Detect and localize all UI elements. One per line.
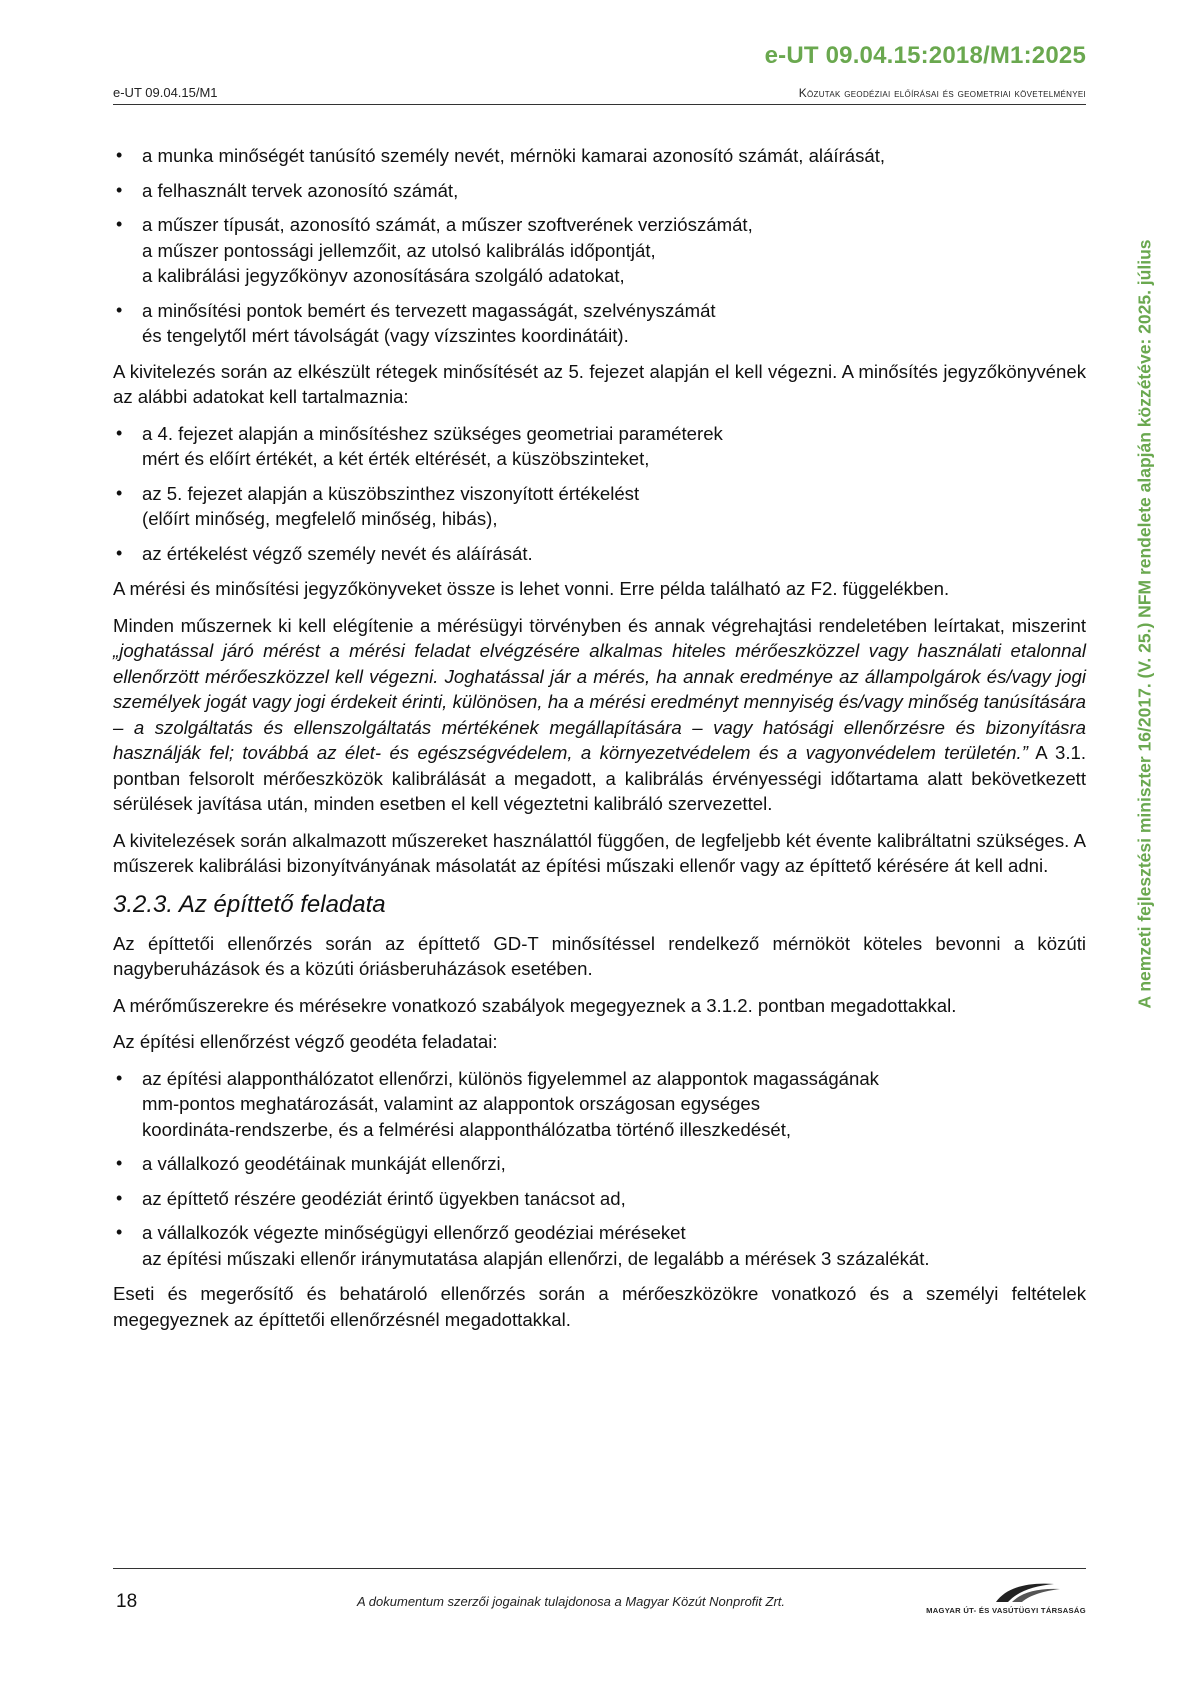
bullet-icon: •: [116, 299, 123, 320]
paragraph: A mérőműszerekre és mérésekre vonatkozó szabályok megegyeznek a 3.1.2. pontban megadottakkal.: [113, 994, 957, 1016]
list-item: • az 5. fejezet alapján a küszöbszinthez viszonyított értékelést (előírt minőség, megfelelő minőség, hibás),: [116, 482, 640, 529]
paragraph: Az építtetői ellenőrzés során az építtető GD-T minősítéssel rendelkező mérnököt köteles bevonni a közúti nagyberuházások és a közúti óriásberuházások esetében.: [113, 932, 1086, 979]
list-item: • az építési alapponthálózatot ellenőrzi, különös figyelemmel az alappontok magasságának mm-pontos meghatározását, valamint az alappontok országosan egységes koordináta-rendszerbe, és a felmérési alapponthálózatba történő illeszkedését,: [116, 1067, 879, 1140]
header-document-title: Közutak geodéziai előírásai és geometriai követelményei: [798, 86, 1086, 100]
logo-text: MAGYAR ÚT- ÉS VASÚTÜGYI TÁRSASÁG: [926, 1606, 1086, 1615]
bullet-icon: •: [116, 214, 123, 234]
qualification-record-list: [113, 421, 1086, 567]
bullet-icon: •: [116, 1067, 123, 1088]
copyright-notice: A dokumentum szerzői jogainak tulajdonosa a Magyar Közút Nonprofit Zrt.: [357, 1594, 786, 1609]
list-item: • a felhasznált tervek azonosító számát,: [113, 178, 1086, 204]
paragraph: A kivitelezés során az elkészült rétegek minősítését az 5. fejezet alapján el kell végezni. A minősítés jegyzőkönyvének az alábbi adatokat kell tartalmaznia:: [113, 360, 1086, 407]
paragraph-with-quote: Minden műszernek ki kell elégítenie a mérésügyi törvényben és annak végrehajtási rendeletében leírtakat, miszerint „joghatással járó mérést a mérési feladat elvégzésére alkalmas hiteles mérőeszközzel vagy használati etalonnal ellenőrzött mérőeszközzel kell végezni. Joghatással jár a mérés, ha annak eredménye az állampolgárok és/vagy jogi személyek jogát vagy jogi érdekeit érinti, különösen, ha a mérési eredményt mennyiség és/vagy minőség tanúsítására – a szolgáltatás és ellenszolgáltatás mértékének megállapítására – vagy hatósági ellenőrzésre és bizonyításra használják fel; továbbá az élet- és egészségvédelem, a környezetvédelem és a vagyonvédelem területén.” A 3.1. pontban felsorolt mérőeszközök kalibrálását a megadott, a kalibrálás érvényességi időtartama alatt bekövetkezett sérülések javítása után, minden esetben el kell végeztetni kalibráló szervezettel.: [113, 614, 1086, 814]
paragraph: Eseti és megerősítő és behatároló ellenőrzés során a mérőeszközökre vonatkozó és a személyi feltételek megegyeznek az építtetői ellenőrzésnél megadottakkal.: [113, 1283, 1086, 1330]
surveyor-tasks-list: [113, 1066, 1086, 1272]
list-item: • a minősítési pontok bemért és tervezett magasságát, szelvényszámát és tengelytől mért távolságát (vagy vízszintes koordinátáit).: [116, 299, 716, 346]
section-heading: 3.2.3. Az építtető feladata: [113, 890, 386, 918]
publication-side-note: A nemzeti fejlesztési miniszter 16/2017. (V. 25.) NFM rendelete alapján közzétéve: 2025. július: [1134, 239, 1155, 1009]
list-item: • a műszer típusát, azonosító számát, a műszer szoftverének verziószámát, a műszer pontossági jellemzőit, az utolsó kalibrálás időpontját, a kalibrálási jegyzőkönyv azonosítására szolgáló adatokat,: [116, 214, 753, 286]
paragraph: Az építési ellenőrzést végző geodéta feladatai:: [113, 1031, 498, 1052]
bullet-icon: •: [116, 1222, 123, 1242]
bullet-icon: •: [116, 422, 123, 443]
logo-swoosh-icon: [926, 1576, 1086, 1606]
list-item: • az értékelést végző személy nevét és aláírását.: [113, 541, 1086, 567]
list-item: • a munka minőségét tanúsító személy nevét, mérnöki kamarai azonosító számát, aláírását,: [113, 143, 1086, 169]
bullet-icon: •: [116, 1187, 123, 1208]
list-item: • a vállalkozó geodétáinak munkáját ellenőrzi,: [113, 1151, 1086, 1177]
page-number: 18: [116, 1591, 138, 1612]
standard-code: e-UT 09.04.15:2018/M1:2025: [764, 42, 1086, 69]
header-divider: [113, 104, 1086, 105]
bullet-icon: •: [116, 179, 123, 200]
header-document-id: e-UT 09.04.15/M1: [113, 85, 218, 100]
list-item: • a 4. fejezet alapján a minősítéshez szükséges geometriai paraméterek mért és előírt értékét, a két érték eltérését, a küszöbszinteket,: [116, 422, 723, 469]
bullet-icon: •: [116, 1153, 123, 1173]
paragraph: A kivitelezések során alkalmazott műszereket használattól függően, de legfeljebb két évente kalibráltatni szükséges. A műszerek kalibrálási bizonyítványának másolatát az építési műszaki ellenőr vagy az építtető kérésére át kell adni.: [113, 829, 1086, 876]
bullet-icon: •: [116, 145, 123, 165]
list-item: • az építtető részére geodéziát érintő ügyekben tanácsot ad,: [113, 1186, 1086, 1212]
bullet-icon: •: [116, 542, 123, 563]
paragraph: A mérési és minősítési jegyzőkönyveket össze is lehet vonni. Erre példa található az F2. függelékben.: [113, 578, 950, 599]
bullet-icon: •: [116, 482, 123, 503]
company-logo: [926, 1576, 1086, 1622]
list-item: • a vállalkozók végezte minőségügyi ellenőrző geodéziai méréseket az építési műszaki ellenőr iránymutatása alapján ellenőrzi, de legalább a mérések 3 százalékát.: [116, 1222, 930, 1269]
legal-quote: „joghatással járó mérést a mérési feladat elvégzésére alkalmas hiteles mérőeszközzel vagy használati etalonnal ellenőrzött mérőeszközzel kell végezni. Joghatással jár a mérés, ha annak eredménye az állampolgárok és/vagy jogi személyek jogát vagy jogi érdekeit érinti, különösen, ha a mérési eredményt mennyiség és/vagy minőség tanúsítására – a szolgáltatás és ellenszolgáltatás mértékének megállapítására – vagy hatósági ellenőrzésre és bizonyításra használják fel; továbbá az élet- és egészségvédelem, a környezetvédelem és a vagyonvédelem területén.”: [113, 640, 1086, 763]
record-contents-list: [113, 143, 1086, 349]
footer-divider: [113, 1568, 1086, 1569]
page-content: [113, 143, 1086, 1343]
